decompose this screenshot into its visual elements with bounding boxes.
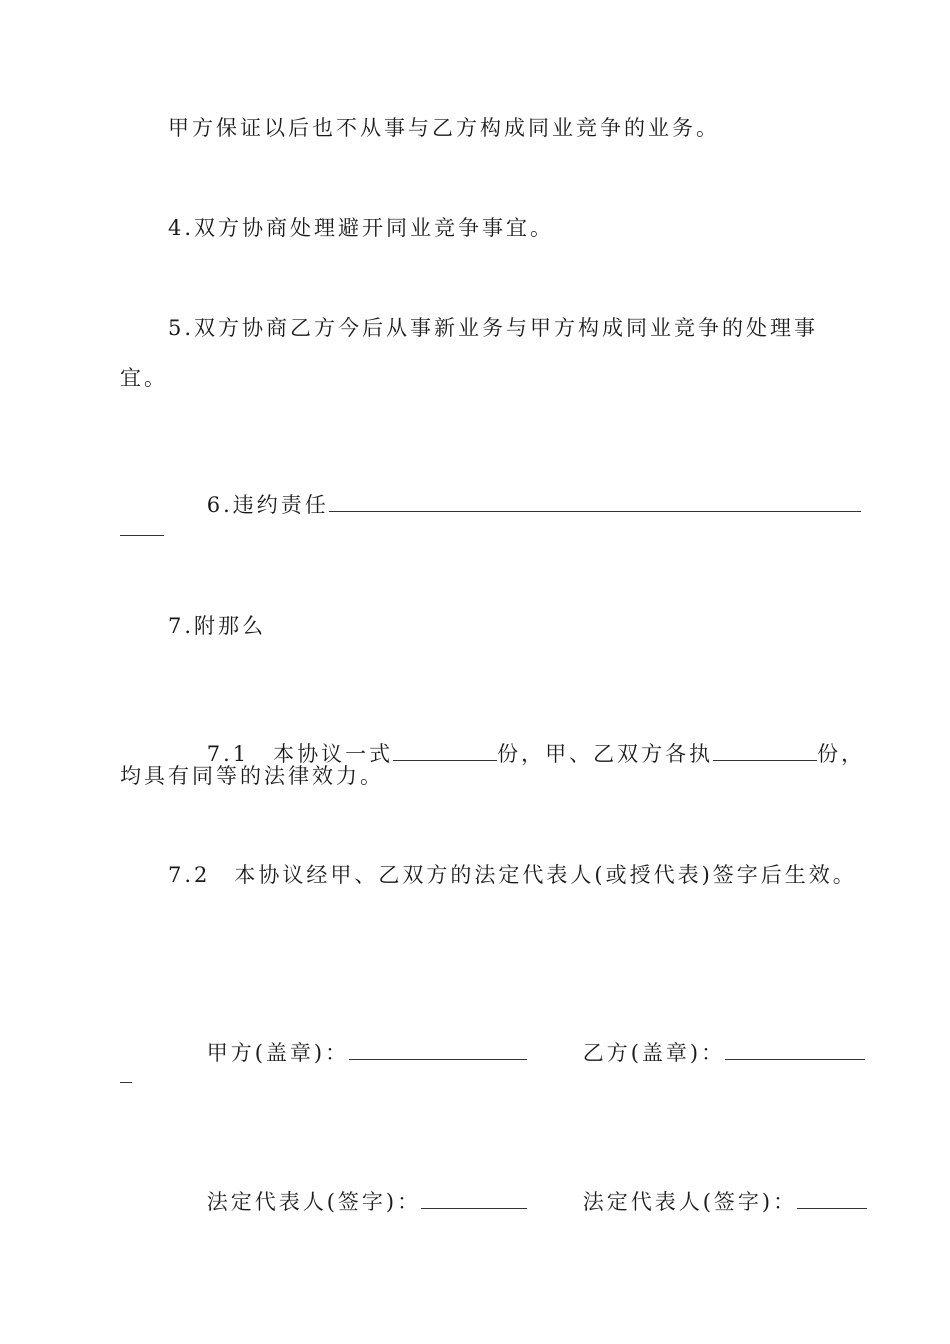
party-a-rep-label: 法定代表人(签字)： bbox=[206, 1190, 422, 1214]
party-b-seal-blank-continued bbox=[120, 1082, 132, 1083]
party-a-seal-line bbox=[168, 1011, 527, 1095]
copies-total-blank bbox=[393, 740, 497, 761]
party-a-rep-line bbox=[168, 1160, 527, 1244]
paragraph-competition-guarantee: 甲方保证以后也不从事与乙方构成同业竞争的业务。 bbox=[168, 116, 720, 140]
copies-each-blank bbox=[713, 740, 817, 761]
breach-liability-blank bbox=[329, 491, 861, 512]
paragraph-item-5-line2: 宜。 bbox=[120, 366, 168, 390]
paragraph-item-7-1-line2: 均具有同等的法律效力。 bbox=[120, 764, 384, 788]
party-b-seal-blank bbox=[725, 1039, 865, 1060]
paragraph-item-4: 4.双方协商处理避开同业竞争事宜。 bbox=[168, 216, 555, 240]
paragraph-item-7-heading: 7.附那么 bbox=[168, 614, 267, 638]
copies-text-part3: 份， bbox=[817, 742, 866, 766]
party-b-rep-line bbox=[544, 1160, 867, 1244]
party-b-seal-label: 乙方(盖章)： bbox=[582, 1041, 726, 1065]
paragraph-item-7-2: 7.2 本协议经甲、乙双方的法定代表人(或授代表)签字后生效。 bbox=[168, 863, 857, 887]
party-b-rep-label: 法定代表人(签字)： bbox=[582, 1190, 798, 1214]
party-a-seal-label: 甲方(盖章)： bbox=[206, 1041, 350, 1065]
party-b-seal-line bbox=[544, 1011, 865, 1095]
party-a-rep-blank bbox=[421, 1188, 527, 1209]
copies-text-part2: 份，甲、乙双方各执 bbox=[497, 742, 714, 766]
paragraph-item-6-breach bbox=[168, 463, 861, 547]
breach-liability-label: 6.违约责任 bbox=[206, 493, 329, 517]
paragraph-item-5-line1: 5.双方协商乙方今后从事新业务与甲方构成同业竞争的处理事 bbox=[168, 316, 819, 340]
party-a-seal-blank bbox=[349, 1039, 527, 1060]
copies-text-part1: 7.1 本协议一式 bbox=[206, 742, 394, 766]
breach-liability-blank-continued bbox=[120, 535, 164, 536]
party-b-rep-blank bbox=[797, 1188, 867, 1209]
